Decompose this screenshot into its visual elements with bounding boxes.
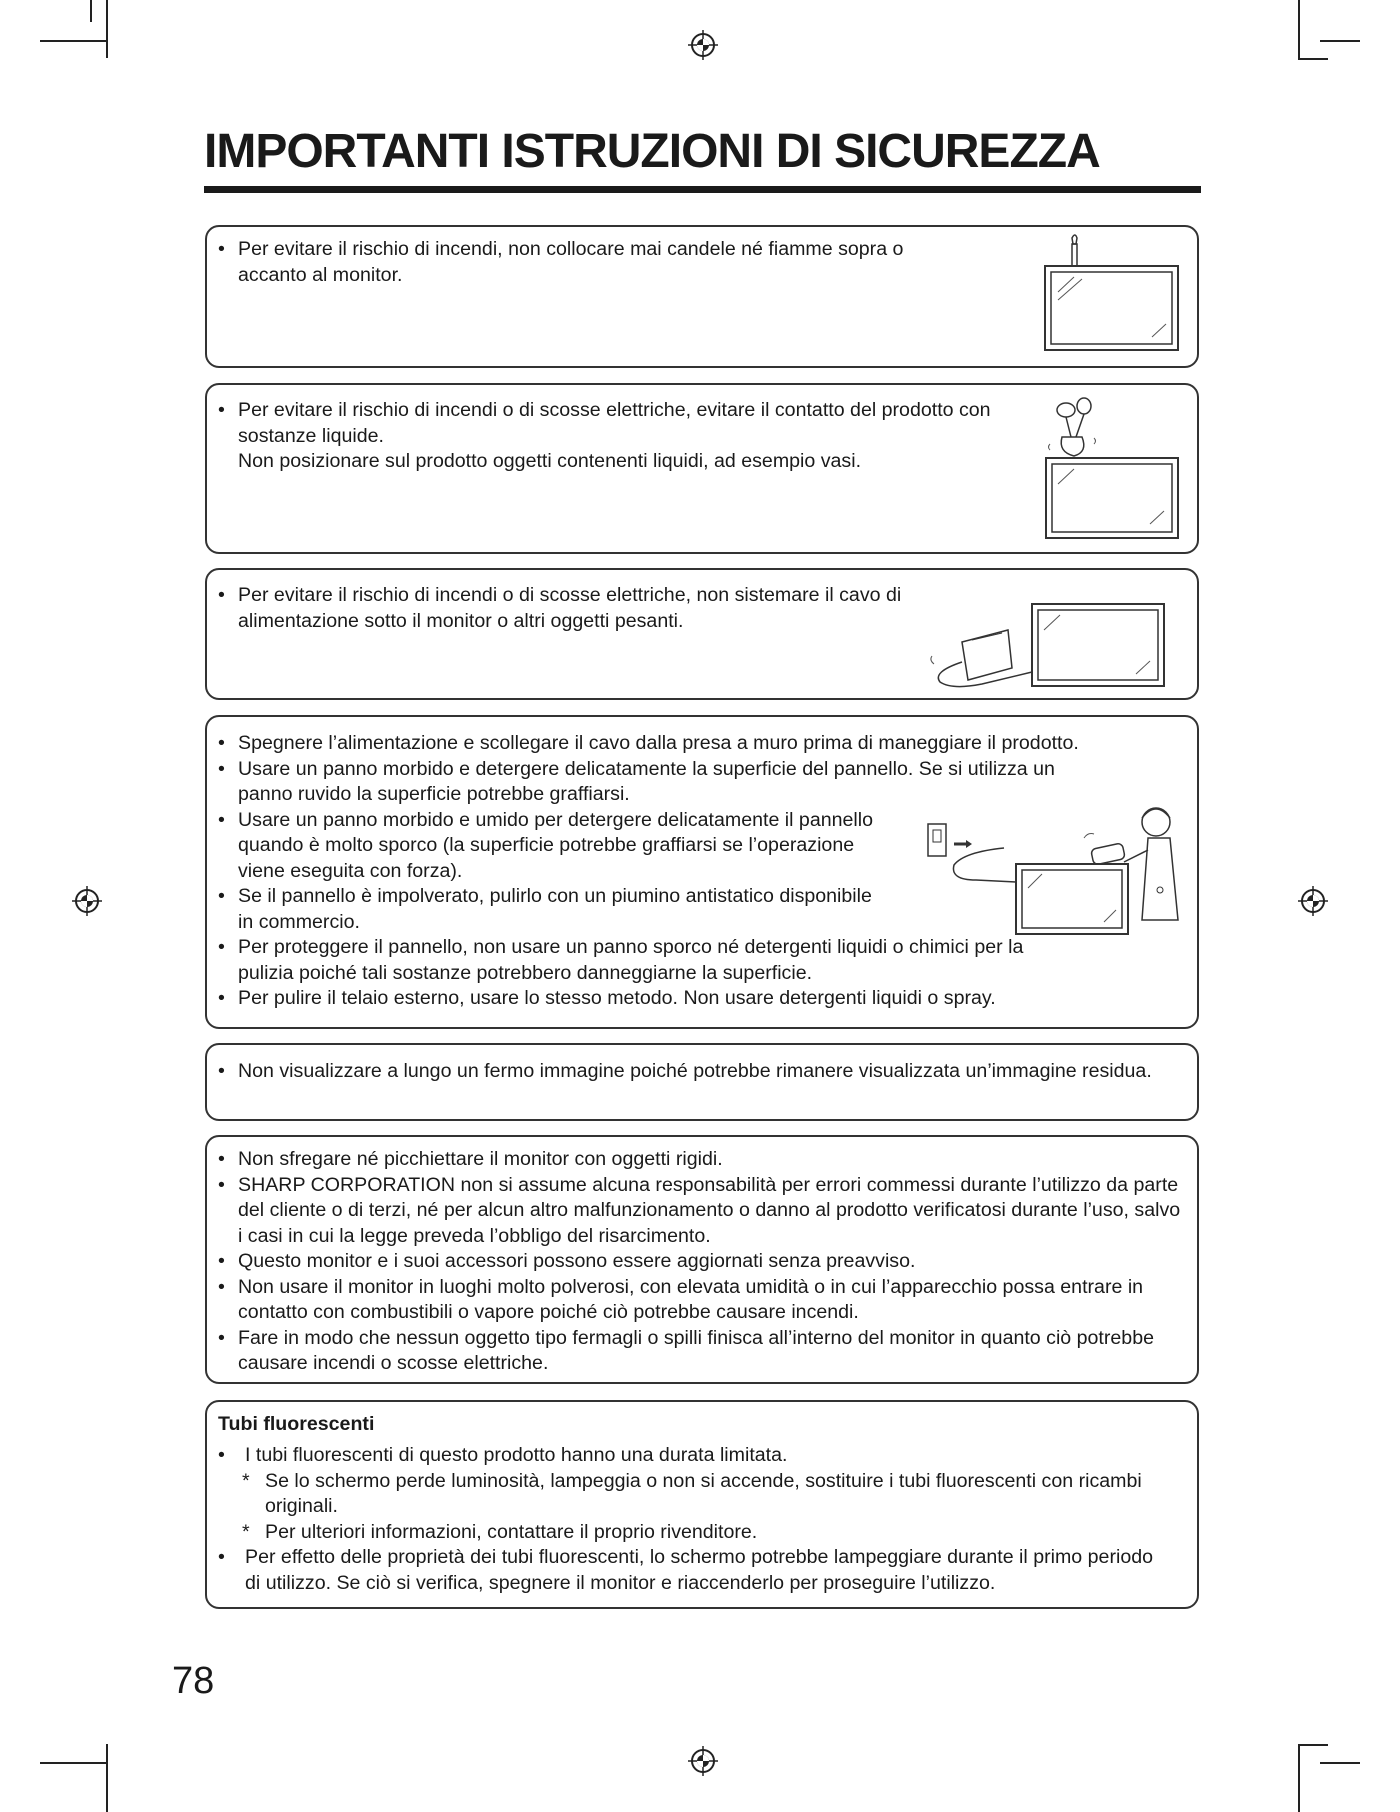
list-item: • Usare un panno morbido e umido per detergere delicatamente il pannello quando è molto sporco (la superficie potrebbe graffiarsi se l’operazione viene eseguita con forza). (207, 808, 1177, 885)
safety-box-fluorescent (205, 1400, 1199, 1609)
candle-monitor-illustration (1040, 232, 1180, 354)
crop-mark (1320, 1762, 1360, 1764)
title-rule (204, 186, 1201, 193)
vase-monitor-illustration (1036, 392, 1182, 542)
crop-mark (1298, 1744, 1328, 1746)
list-item: • Per effetto delle proprietà dei tubi fluorescenti, lo schermo potrebbe lampeggiare durante il primo periodo di utilizzo. Se ciò si verifica, spegnere il monitor e riaccenderlo per proseguire l’utilizzo. (207, 1545, 1157, 1596)
crop-mark (1298, 58, 1328, 60)
page-number: 78 (172, 1660, 215, 1702)
registration-mark-icon (72, 886, 102, 916)
list-item: • Per proteggere il pannello, non usare un panno sporco né detergenti liquidi o chimici per la pulizia poiché tali sostanze potrebbero danneggiarne la superficie. (207, 935, 1177, 986)
bullet-list (207, 583, 952, 634)
crop-mark (40, 40, 106, 42)
list-item: • Non visualizzare a lungo un fermo immagine poiché potrebbe rimanere visualizzata un’immagine residua. (207, 1059, 1177, 1085)
bullet-list (207, 1059, 1177, 1085)
cable-monitor-illustration (922, 602, 1167, 692)
safety-box-general (205, 1135, 1199, 1384)
list-item: • Questo monitor e i suoi accessori possono essere aggiornati senza preavviso. (207, 1249, 1185, 1275)
bullet-list (207, 237, 937, 288)
list-item: • Per evitare il rischio di incendi, non collocare mai candele né fiamme sopra o accanto al monitor. (207, 237, 937, 288)
list-item: • Non sfregare né picchiettare il monitor con oggetti rigidi. (207, 1147, 1185, 1173)
bullet-list (207, 1147, 1185, 1377)
list-item: • Per evitare il rischio di incendi o di scosse elettriche, evitare il contatto del prodotto con sostanze liquide. (207, 398, 1007, 449)
bullet-list (207, 1545, 1157, 1596)
list-item: • Per pulire il telaio esterno, usare lo stesso metodo. Non usare detergenti liquidi o spray. (207, 986, 1177, 1012)
safety-box-still-image (205, 1043, 1199, 1121)
registration-mark-icon (1298, 886, 1328, 916)
box-title: Tubi fluorescenti (218, 1413, 375, 1435)
sub-item: * Se lo schermo perde luminosità, lampeggia o non si accende, sostituire i tubi fluorescenti con ricambi originali. (207, 1469, 1157, 1520)
list-item: • Se il pannello è impolverato, pulirlo con un piumino antistatico disponibile in commercio. (207, 884, 1177, 935)
registration-mark-icon (688, 1746, 718, 1776)
crop-mark (106, 1744, 108, 1812)
list-item: • Fare in modo che nessun oggetto tipo fermagli o spilli finisca all’interno del monitor in quanto ciò potrebbe causare incendi o scosse elettriche. (207, 1326, 1185, 1377)
bullet-list (207, 1443, 1157, 1469)
list-item: • Per evitare il rischio di incendi o di scosse elettriche, non sistemare il cavo di alimentazione sotto il monitor o altri oggetti pesanti. (207, 583, 952, 634)
list-item: • Usare un panno morbido e detergere delicatamente la superficie del pannello. Se si utilizza un panno ruvido la superficie potrebbe graffiarsi. (207, 757, 1177, 808)
list-item: • Spegnere l’alimentazione e scollegare il cavo dalla presa a muro prima di maneggiare il prodotto. (207, 731, 1177, 757)
crop-mark (1298, 1744, 1300, 1812)
crop-mark (90, 0, 92, 22)
cleaning-person-illustration (924, 800, 1180, 946)
crop-mark (1298, 0, 1300, 58)
page-title: IMPORTANTI ISTRUZIONI DI SICUREZZA (204, 125, 1100, 178)
list-item: • SHARP CORPORATION non si assume alcuna responsabilità per errori commessi durante l’utilizzo da parte del cliente o di terzi, né per alcun altro malfunzionamento o danno al prodotto verificatosi durante l’uso, salvo i casi in cui la legge preveda l’obbligo del risarcimento. (207, 1173, 1185, 1250)
crop-mark (40, 1762, 106, 1764)
sub-item: * Per ulteriori informazioni, contattare il proprio rivenditore. (207, 1520, 1157, 1546)
crop-mark (106, 0, 108, 58)
bullet-list (207, 398, 1007, 449)
list-item-continuation: Non posizionare sul prodotto oggetti contenenti liquidi, ad esempio vasi. (238, 450, 862, 472)
registration-mark-icon (688, 30, 718, 60)
list-item: • I tubi fluorescenti di questo prodotto hanno una durata limitata. (207, 1443, 1157, 1469)
crop-mark (1320, 40, 1360, 42)
list-item: • Non usare il monitor in luoghi molto polverosi, con elevata umidità o in cui l’apparecchio possa entrare in contatto con combustibili o vapore poiché ciò potrebbe causare incendi. (207, 1275, 1185, 1326)
